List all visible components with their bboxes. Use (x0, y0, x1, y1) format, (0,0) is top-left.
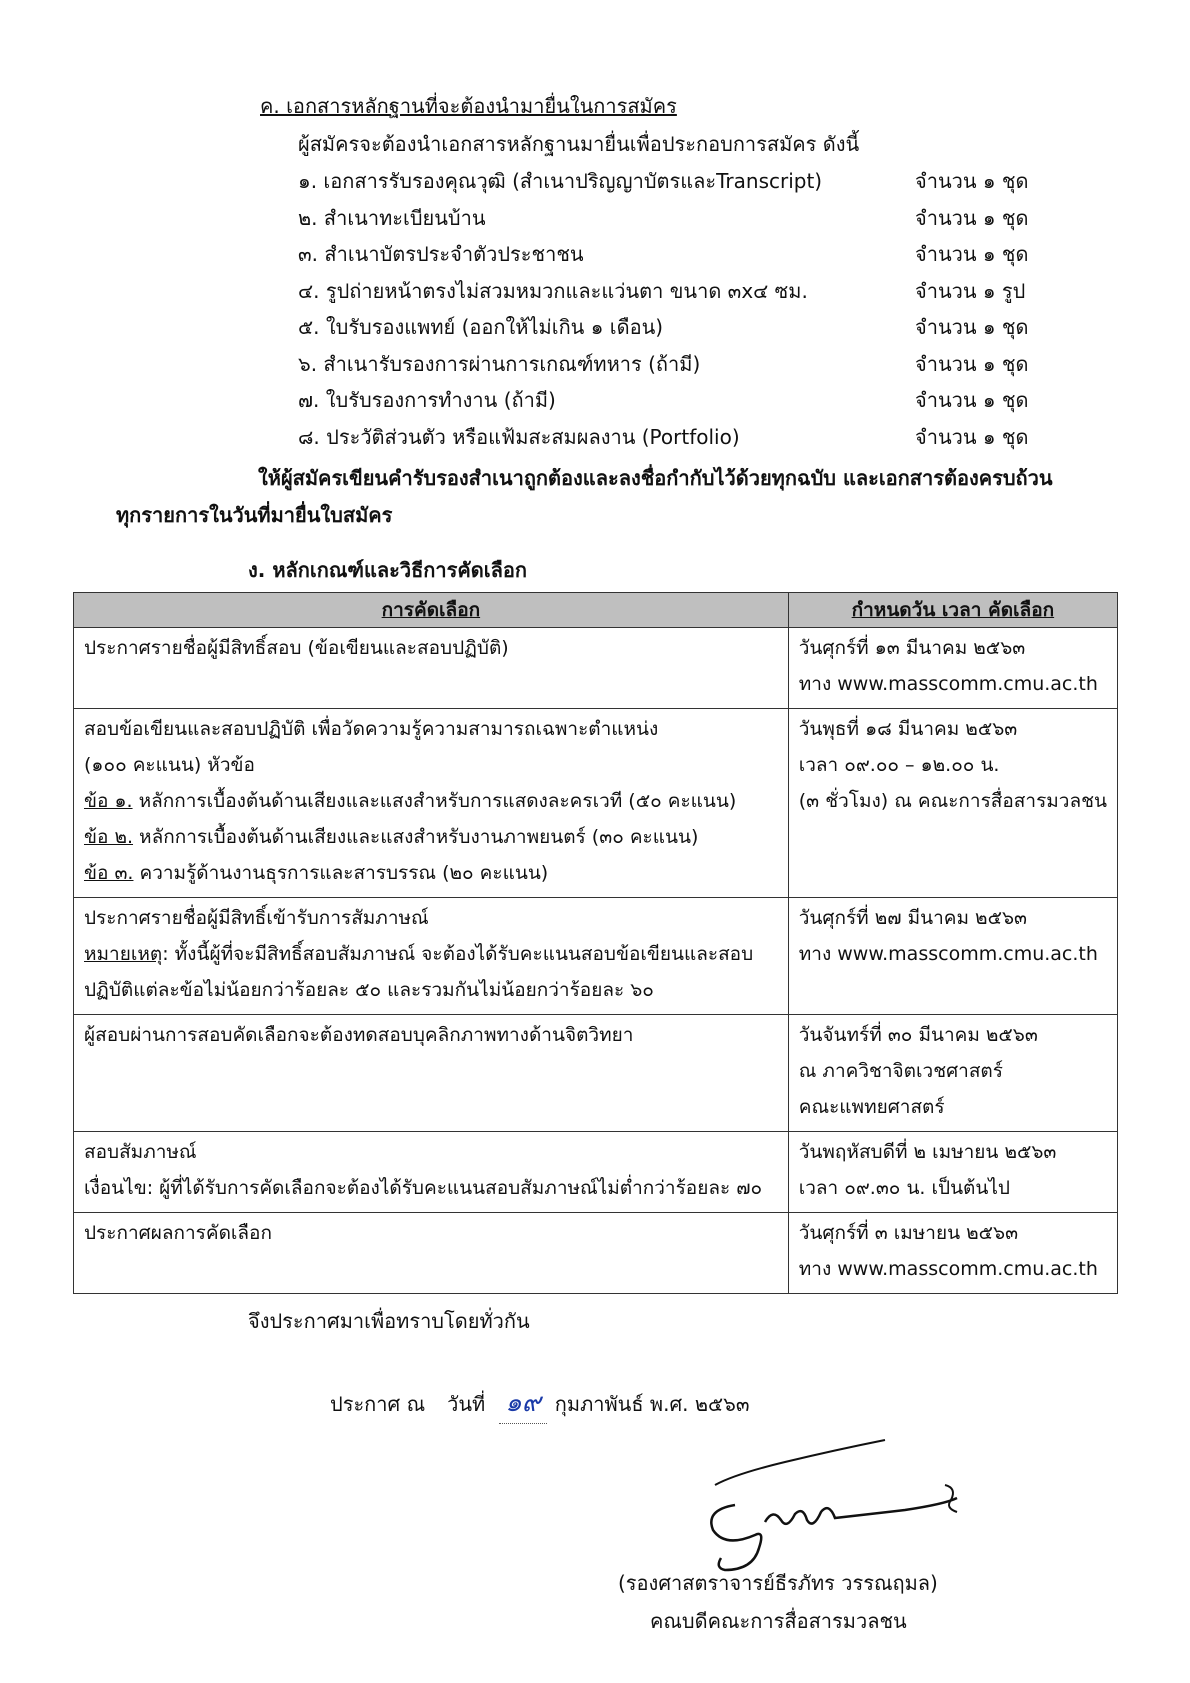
item-label: ๑. เอกสารรับรองคุณวุฒิ (สำเนาปริญญาบัตรและTranscript) (298, 169, 823, 193)
schedule-date: วันศุกร์ที่ ๑๓ มีนาคม ๒๕๖๓ (798, 637, 1026, 659)
row-text: ผู้สอบผ่านการสอบคัดเลือกจะต้องทดสอบบุคลิกภาพทางด้านจิตวิทยา (84, 1024, 634, 1046)
table-row (74, 898, 1118, 1015)
item-label: ๘. ประวัติส่วนตัว หรือแฟ้มสะสมผลงาน (Portfolio) (298, 424, 740, 449)
item-label: ๒. สำเนาทะเบียนบ้าน (298, 205, 486, 230)
item-label: ๓. สำเนาบัตรประจำตัวประชาชน (298, 242, 584, 266)
table-row (74, 1015, 1118, 1132)
list-item (298, 163, 1033, 200)
list-item (298, 273, 1033, 310)
item-qty: จำนวน ๑ รูป (915, 278, 1026, 303)
topic-label: ข้อ ๓. (84, 862, 134, 884)
schedule-detail: ทาง www.masscomm.cmu.ac.th (798, 943, 1098, 965)
table-row (74, 1132, 1118, 1213)
list-item (298, 419, 1033, 456)
list-item (298, 309, 1033, 346)
signatory-name: (รองศาสตราจารย์ธีรภัทร วรรณฤมล) (618, 1571, 938, 1595)
row-text: สอบสัมภาษณ์ (84, 1141, 197, 1163)
section-c-intro: ผู้สมัครจะต้องนำเอกสารหลักฐานมายื่นเพื่อประกอบการสมัคร ดังนี้ (298, 132, 860, 156)
signatory-title: คณบดีคณะการสื่อสารมวลชน (650, 1609, 907, 1633)
table-row (74, 628, 1118, 709)
schedule-detail: เวลา ๐๙.๓๐ น. เป็นต้นไป (798, 1177, 1010, 1199)
schedule-detail: ทาง www.masscomm.cmu.ac.th (798, 673, 1098, 695)
schedule-date: วันจันทร์ที่ ๓๐ มีนาคม ๒๕๖๓ (798, 1024, 1038, 1046)
remark-text: : ทั้งนี้ผู้ที่จะมีสิทธิ์สอบสัมภาษณ์ จะต้องได้รับคะแนนสอบข้อเขียนและสอบ (162, 943, 754, 965)
row-text: ประกาศผลการคัดเลือก (84, 1222, 272, 1244)
row-schedule (788, 1132, 1117, 1213)
row-text: ประกาศรายชื่อผู้มีสิทธิ์สอบ (ข้อเขียนและสอบปฏิบัติ) (84, 637, 509, 659)
remark-text: ปฏิบัติแต่ละข้อไม่น้อยกว่าร้อยละ ๕๐ และรวมกันไม่น้อยกว่าร้อยละ ๖๐ (84, 979, 654, 1001)
document-list (298, 163, 1033, 455)
row-schedule (788, 709, 1117, 898)
row-text: สอบข้อเขียนและสอบปฏิบัติ เพื่อวัดความรู้ความสามารถเฉพาะตำแหน่ง (84, 718, 659, 740)
item-qty: จำนวน ๑ ชุด (915, 351, 1029, 376)
exam-topic (84, 855, 778, 891)
row-text: ประกาศรายชื่อผู้มีสิทธิ์เข้ารับการสัมภาษณ์ (84, 907, 429, 929)
section-c-heading: ค. เอกสารหลักฐานที่จะต้องนำมายื่นในการสมัคร (260, 94, 677, 118)
schedule-detail: เวลา ๐๙.๐๐ – ๑๒.๐๐ น. (798, 754, 1000, 776)
item-qty: จำนวน ๑ ชุด (915, 242, 1029, 266)
topic-label: ข้อ ๑. (84, 790, 133, 812)
closing-statement: จึงประกาศมาเพื่อทราบโดยทั่วกัน (248, 1309, 530, 1333)
remark (84, 936, 778, 972)
schedule-detail: คณะแพทยศาสตร์ (798, 1096, 945, 1118)
announce-day: ๑๙ (499, 1382, 547, 1424)
schedule-detail: (๓ ชั่วโมง) ณ คณะการสื่อสารมวลชน (798, 790, 1107, 812)
announce-prefix: ประกาศ ณ (330, 1392, 426, 1416)
list-item (298, 346, 1033, 383)
row-schedule (788, 1015, 1117, 1132)
section-d-title: ง. หลักเกณฑ์และวิธีการคัดเลือก (248, 558, 527, 582)
item-label: ๔. รูปถ่ายหน้าตรงไม่สวมหมวกและแว่นตา ขนาด ๓x๔ ซม. (298, 278, 808, 303)
topic-text: ความรู้ด้านงานธุรการและสารบรรณ (๒๐ คะแนน) (133, 862, 549, 884)
item-label: ๗. ใบรับรองการทำงาน (ถ้ามี) (298, 388, 556, 412)
row-description (74, 898, 789, 1015)
list-item (298, 382, 1033, 419)
item-label: ๕. ใบรับรองแพทย์ (ออกให้ไม่เกิน ๑ เดือน) (298, 315, 664, 339)
topic-label: ข้อ ๒. (84, 826, 134, 848)
row-text: เงื่อนไข: ผู้ที่ได้รับการคัดเลือกจะต้องได้รับคะแนนสอบสัมภาษณ์ไม่ต่ำกว่าร้อยละ ๗๐ (84, 1177, 763, 1199)
certification-note: ให้ผู้สมัครเขียนคำรับรองสำเนาถูกต้องและลงชื่อกำกับไว้ด้วยทุกฉบับ และเอกสารต้องครบถ้วนทุกรายการในวันที่มายื่นใบสมัคร (116, 466, 1053, 527)
list-item (298, 200, 1033, 237)
schedule-detail: ทาง www.masscomm.cmu.ac.th (798, 1258, 1098, 1280)
schedule-date: วันศุกร์ที่ ๓ เมษายน ๒๕๖๓ (798, 1222, 1019, 1244)
topic-text: หลักการเบื้องต้นด้านเสียงและแสงสำหรับการแสดงละครเวที (๕๐ คะแนน) (132, 790, 737, 812)
item-qty: จำนวน ๑ ชุด (915, 205, 1029, 230)
row-text: (๑๐๐ คะแนน) หัวข้อ (84, 754, 255, 776)
schedule-date: วันพุธที่ ๑๘ มีนาคม ๒๕๖๓ (798, 718, 1018, 740)
signature-image (695, 1430, 995, 1580)
row-description (74, 628, 789, 709)
item-label: ๖. สำเนารับรองการผ่านการเกณฑ์ทหาร (ถ้ามี) (298, 351, 701, 376)
header-selection: การคัดเลือก (74, 593, 789, 628)
exam-topic (84, 783, 778, 819)
list-item (298, 236, 1033, 273)
announce-day-label: วันที่ (447, 1392, 486, 1416)
item-qty: จำนวน ๑ ชุด (915, 315, 1029, 339)
schedule-date: วันพฤหัสบดีที่ ๒ เมษายน ๒๕๖๓ (798, 1141, 1057, 1163)
remark-label: หมายเหตุ (84, 943, 163, 965)
topic-text: หลักการเบื้องต้นด้านเสียงและแสงสำหรับงานภาพยนตร์ (๓๐ คะแนน) (133, 826, 699, 848)
item-qty: จำนวน ๑ ชุด (915, 169, 1029, 193)
schedule-detail: ณ ภาควิชาจิตเวชศาสตร์ (798, 1060, 1003, 1082)
row-description (74, 1213, 789, 1294)
row-description (74, 1132, 789, 1213)
row-schedule (788, 898, 1117, 1015)
header-schedule: กำหนดวัน เวลา คัดเลือก (788, 593, 1117, 628)
row-schedule (788, 1213, 1117, 1294)
item-qty: จำนวน ๑ ชุด (915, 424, 1029, 449)
table-row (74, 709, 1118, 898)
announcement-date (330, 1382, 750, 1424)
selection-table (73, 592, 1118, 1294)
table-row (74, 1213, 1118, 1294)
row-description (74, 1015, 789, 1132)
item-qty: จำนวน ๑ ชุด (915, 388, 1029, 412)
table-header-row (74, 593, 1118, 628)
schedule-date: วันศุกร์ที่ ๒๗ มีนาคม ๒๕๖๓ (798, 907, 1028, 929)
row-schedule (788, 628, 1117, 709)
row-description (74, 709, 789, 898)
exam-topic (84, 819, 778, 855)
announce-month-year: กุมภาพันธ์ พ.ศ. ๒๕๖๓ (554, 1392, 750, 1416)
